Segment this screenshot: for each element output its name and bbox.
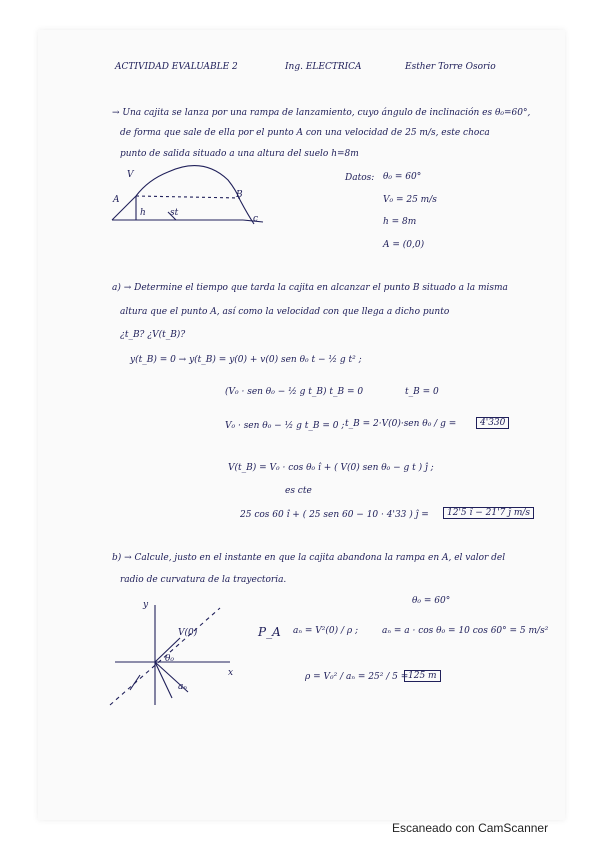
eq-velocity-note: es cte bbox=[285, 486, 312, 496]
fig-label-st: st bbox=[170, 208, 179, 218]
answer-tb: 4'330 bbox=[476, 417, 509, 429]
part-b-line-2: radio de curvatura de la trayectoria. bbox=[120, 575, 287, 585]
degree-label: Ing. ELECTRICA bbox=[285, 62, 362, 72]
eq-tb: t_B = 2·V(0)·sen θ₀ / g = bbox=[345, 419, 457, 429]
eq-y-tb: y(t_B) = 0 → y(t_B) = y(0) + v(0) sen θ₀ t − ½ g t² ; bbox=[130, 355, 362, 365]
fig-label-c: c bbox=[253, 214, 259, 224]
fig-v0: V(0) bbox=[178, 628, 198, 638]
eq-rho: ρ = V₀² / aₙ = 25² / 5 = bbox=[305, 672, 409, 682]
eq-velocity: V(t_B) = V₀ · cos θ₀ î + ( V(0) sen θ₀ − g t ) ĵ ; bbox=[228, 463, 434, 473]
fig-label-v: V bbox=[127, 170, 134, 180]
eq-an: aₙ = V²(0) / ρ ; bbox=[293, 626, 359, 636]
problem-line-2: de forma que sale de ella por el punto A con una velocidad de 25 m/s, este choca bbox=[120, 128, 490, 138]
author-name: Esther Torre Osorio bbox=[405, 62, 496, 72]
point-pa: P_A bbox=[258, 625, 281, 639]
fig-x-axis: x bbox=[228, 668, 234, 678]
curvature-figure bbox=[110, 600, 240, 710]
eq-velocity-sub: 25 cos 60 î + ( 25 sen 60 − 10 · 4'33 ) ĵ = bbox=[240, 510, 429, 520]
fig-label-a: A bbox=[113, 195, 120, 205]
trajectory-curve bbox=[136, 166, 240, 200]
answer-velocity: 12'5 î − 21'7 ĵ m/s bbox=[443, 507, 534, 519]
eq-solve: V₀ · sen θ₀ − ½ g t_B = 0 ; bbox=[225, 421, 345, 431]
fig-y-axis: y bbox=[143, 600, 149, 610]
datos-h: h = 8m bbox=[383, 217, 417, 227]
fig-label-b: B bbox=[236, 190, 243, 200]
dashed-level-line bbox=[136, 196, 240, 198]
problem-line-1: → Una cajita se lanza por una rampa de lanzamiento, cuyo ángulo de inclinación es θ₀=60°, bbox=[112, 108, 531, 118]
problem-line-3: punto de salida situado a una altura del suelo h=8m bbox=[120, 149, 359, 159]
datos-v0: V₀ = 25 m/s bbox=[383, 195, 437, 205]
fig-theta: θ₀ bbox=[165, 654, 175, 664]
part-a-line-2: altura que el punto A, así como la velocidad con que llega a dicho punto bbox=[120, 307, 450, 317]
fig-an: aₙ bbox=[178, 682, 188, 692]
datos-theta: θ₀ = 60° bbox=[383, 172, 422, 182]
scanner-footer: Escaneado con CamScanner bbox=[392, 821, 549, 835]
part-b-theta: θ₀ = 60° bbox=[412, 596, 451, 606]
eq-tb-zero: t_B = 0 bbox=[405, 387, 439, 397]
answer-rho: 125 m bbox=[404, 670, 441, 682]
part-a-line-3: ¿t_B? ¿V(t_B)? bbox=[120, 330, 186, 340]
datos-a: A = (0,0) bbox=[383, 240, 425, 250]
eq-an-value: aₙ = a · cos θ₀ = 10 cos 60° = 5 m/s² bbox=[382, 626, 549, 636]
datos-title: Datos: bbox=[345, 173, 375, 183]
fig-label-h: h bbox=[140, 208, 146, 218]
eq-factor: (V₀ · sen θ₀ − ½ g t_B) t_B = 0 bbox=[225, 387, 364, 397]
part-b-line-1: b) → Calcule, justo en el instante en que la cajita abandona la rampa en A, el valor del bbox=[112, 553, 506, 563]
part-a-line-1: a) → Determine el tiempo que tarda la cajita en alcanzar el punto B situado a la misma bbox=[112, 283, 508, 293]
activity-title: ACTIVIDAD EVALUABLE 2 bbox=[115, 62, 238, 72]
